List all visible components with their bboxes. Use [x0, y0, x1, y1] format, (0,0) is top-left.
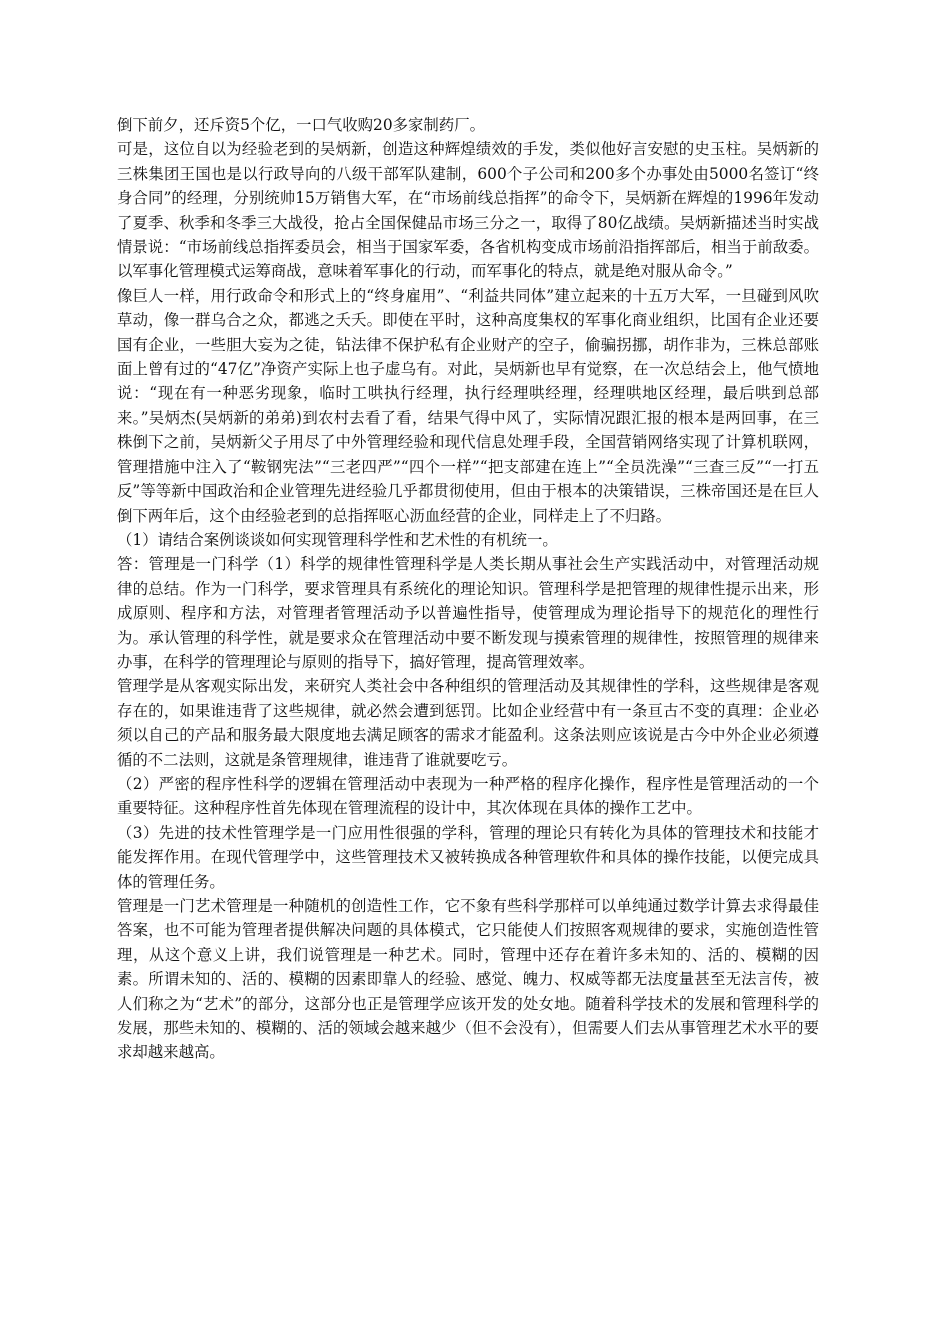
paragraph-sanzhu-collapse: 像巨人一样，用行政命令和形式上的“终身雇用”、“利益共同体”建立起来的十五万大军，一旦碰到风吹草动，像一群乌合之众，都逃之夭夭。即使在平时，这种高度集权的军事化商业组织，比国有企业还要国有企业，一些胆大妄为之徒，钻法律不保护私有企业财产的空子，偷骗拐挪，胡作非为，三株总部账面上曾有过的“47亿”净资产实际上也子虚乌有。对此，吴炳新也早有觉察，在一次总结会上，他气愤地说：“现在有一种恶劣现象，临时工哄执行经理，执行经理哄经理，经理哄地区经理，最后哄到总部来。”吴炳杰(吴炳新的弟弟)到农村去看了看，结果气得中风了，实际情况跟汇报的根本是两回事，在三株倒下之前，吴炳新父子用尽了中外管理经验和现代信息处理手段，全国营销网络实现了计算机联网，管理措施中注入了“鞍钢宪法”“三老四严”“四个一样”“把支部建在连上”“全员洗澡”“三查三反”“一打五反”等等新中国政治和企业管理先进经验几乎都贯彻使用，但由于根本的决策错误，三株帝国还是在巨人倒下两年后，这个由经验老到的总指挥呕心沥血经营的企业，同样走上了不归路。	[117, 286, 819, 525]
paragraph-management-art: 管理是一门艺术管理是一种随机的创造性工作，它不象有些科学那样可以单纯通过数学计算去求得最佳答案，也不可能为管理者提供解决问题的具体模式，它只能使人们按照客观规律的要求，实施创造性管理，从这个意义上讲，我们说管理是一种艺术。同时，管理中还存在着许多未知的、活的、模糊的因素。所谓未知的、活的、模糊的因素即靠人的经验、感觉、魄力、权威等都无法度量甚至无法言传，被人们称之为“艺术”的部分，这部分也正是管理学应该开发的处女地。随着科学技术的发展和管理科学的发展，那些未知的、模糊的、活的领域会越来越少（但不会没有），但需要人们去从事管理艺术水平的要求却越来越高。	[117, 897, 819, 1062]
answer-management-science: 答：管理是一门科学（1）科学的规律性管理科学是人类长期从事社会生产实践活动中，对管理活动规律的总结。作为一门科学，要求管理具有系统化的理论知识。管理科学是把管理的规律性提示出来，形成原则、程序和方法，对管理者管理活动予以普遍性指导，使管理成为理论指导下的规范化的理性行为。承认管理的科学性，就是要求众在管理活动中要不断发现与摸索管理的规律性，按照管理的规律来办事，在科学的管理理论与原则的指导下，搞好管理，提高管理效率。	[117, 555, 819, 671]
paragraph-sanzhu-military-structure: 可是，这位自以为经验老到的吴炳新，创造这种辉煌绩效的手发，类似他好言安慰的史玉柱。吴炳新的三株集团王国也是以行政导向的八级干部军队建制，600个子公司和200多个办事处由5000名签订“终身合同”的经理，分别统帅15万销售大军，在“市场前线总指挥”的命令下，吴炳新在辉煌的1996年发动了夏季、秋季和冬季三大战役，抢占全国保健品市场三分之一，取得了80亿战绩。吴炳新描述当时实战情景说：“市场前线总指挥委员会，相当于国家军委，各省机构变成市场前沿指挥部后，相当于前敌委。以军事化管理模式运筹商战，意味着军事化的行动，而军事化的特点，就是绝对服从命令。”	[117, 140, 819, 281]
document-body	[117, 113, 819, 1065]
paragraph-objective-laws: 管理学是从客观实际出发，来研究人类社会中各种组织的管理活动及其规律性的学科，这些规律是客观存在的，如果谁违背了这些规律，就必然会遭到惩罚。比如企业经营中有一条亘古不变的真理：企业必须以自己的产品和服务最大限度地去满足顾客的需求才能盈利。这条法则应该说是古今中外企业必须遵循的不二法则，这就是条管理规律，谁违背了谁就要吃亏。	[117, 677, 819, 769]
paragraph-wu-bingxin-acquisitions: 倒下前夕，还斥资5个亿，一口气收购20多家制药厂。	[117, 116, 485, 134]
paragraph-technical: （3）先进的技术性管理学是一门应用性很强的学科，管理的理论只有转化为具体的管理技术和技能才能发挥作用。在现代管理学中，这些管理技术又被转换成各种管理软件和具体的操作技能，以便完成具体的管理任务。	[117, 823, 819, 891]
paragraph-procedural: （2）严密的程序性科学的逻辑在管理活动中表现为一种严格的程序化操作，程序性是管理活动的一个重要特征。这种程序性首先体现在管理流程的设计中，其次体现在具体的操作工艺中。	[117, 774, 819, 818]
question-1: （1）请结合案例谈谈如何实现管理科学性和艺术性的有机统一。	[117, 530, 558, 549]
